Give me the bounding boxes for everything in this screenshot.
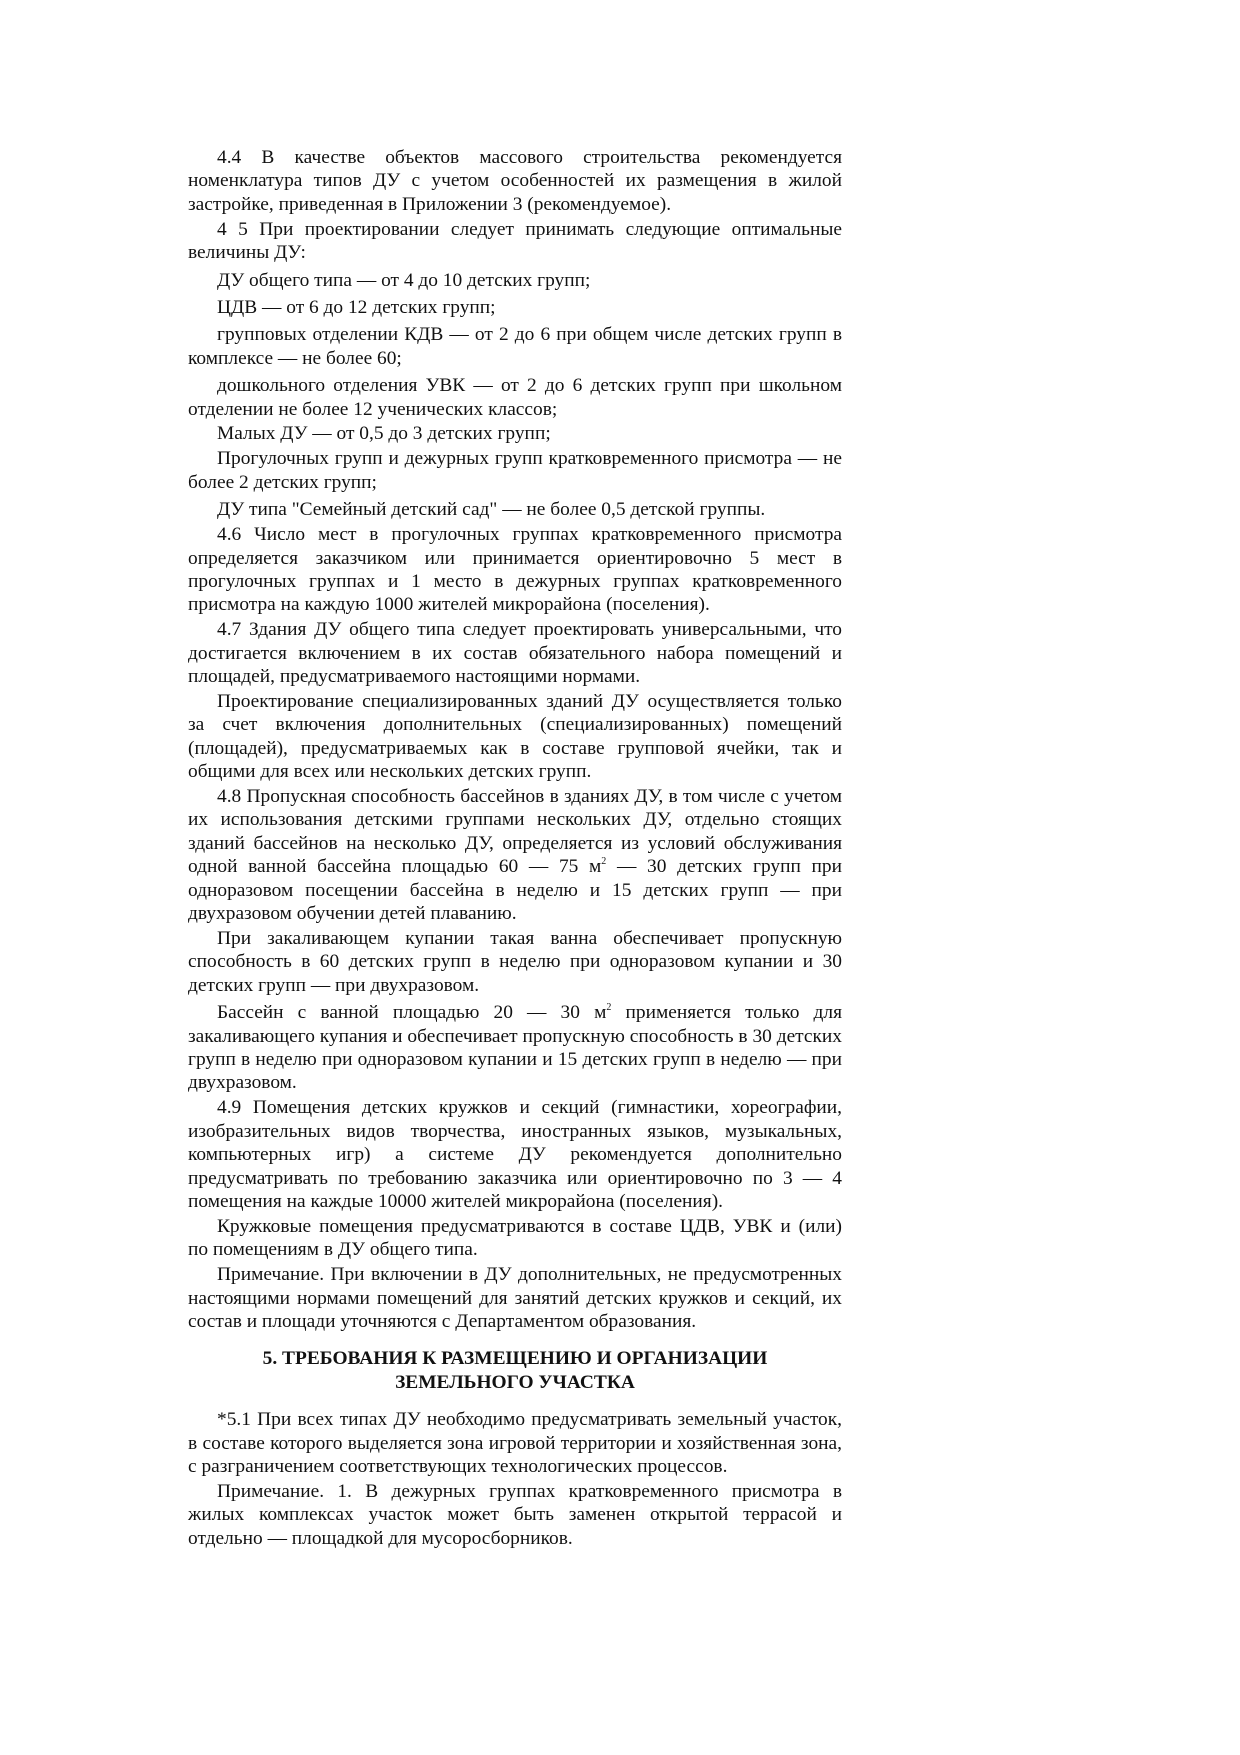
paragraph-4-9: 4.9 Помещения детских кружков и секций (гимнастики, хореографии, изобразительных видов творчества, иностранных языков, музыкальных, компьютерных игр) а системе ДУ рекомендуется дополнительно предусматривать по требованию заказчика или ориентировочно по 3 — 4 помещения на каждые 10000 жителей микрорайона (поселения). [188, 1097, 842, 1212]
paragraph-pool-text-a: Бассейн с ванной площадью 20 — 30 м [217, 1002, 607, 1024]
document-page [188, 146, 842, 1552]
list-item: групповых отделении КДВ — от 2 до 6 при общем числе детских групп в комплексе — не более 60; [188, 324, 842, 369]
paragraph-4-5: 4 5 При проектировании следует принимать следующие оптимальные величины ДУ: [188, 218, 842, 264]
paragraph-hardening-bathing: При закаливающем купании такая ванна обеспечивает пропускную способность в 60 детских групп в неделю при одноразовом купании и 30 детских групп — при двухразовом. [188, 928, 842, 996]
section-5-heading-line-1: 5. ТРЕБОВАНИЯ К РАЗМЕЩЕНИЮ И ОРГАНИЗАЦИИ [262, 1348, 768, 1370]
paragraph-5-1: *5.1 При всех типах ДУ необходимо предусматривать земельный участок, в составе которого выделяется зона игровой территории и хозяйственная зона, с разграничением соответствующих технологических процессов. [188, 1409, 842, 1478]
paragraph-club-rooms: Кружковые помещения предусматриваются в составе ЦДВ, УВК и (или) по помещениям в ДУ общего типа. [188, 1215, 842, 1261]
section-5-heading-line-2: ЗЕМЕЛЬНОГО УЧАСТКА [395, 1371, 635, 1393]
paragraph-4-8-text-a: 4.8 Пропускная способность бассейнов в зданиях ДУ, в том числе с учетом их использования детскими группами нескольких ДУ, отдельно стоящих зданий бассейнов на несколько ДУ, определяется из условий обслуживания одной ванной бассейна площадью 60 — 75 м [188, 786, 842, 878]
paragraph-note: Примечание. При включении в ДУ дополнительных, не предусмотренных настоящими нормами помещений для занятий детских кружков и секций, их состав и площади уточняются с Департаментом образования. [188, 1264, 842, 1332]
list-item: ДУ общего типа — от 4 до 10 детских групп; [217, 269, 591, 291]
paragraph-4-6: 4.6 Число мест в прогулочных группах кратковременного присмотра определяется заказчиком или принимается ориентировочно 5 мест в прогулочных группах и 1 место в дежурных группах кратковременного присмотра на каждую 1000 жителей микрорайона (поселения). [188, 524, 842, 616]
paragraph-4-8 [188, 785, 842, 925]
paragraph-specialized-buildings: Проектирование специализированных зданий ДУ осуществляется только за счет включения дополнительных (специализированных) помещений (площадей), предусматриваемых как в составе групповой ячейки, так и общими для всех или нескольких детских групп. [188, 690, 842, 783]
list-item: Прогулочных групп и дежурных групп кратковременного присмотра — не более 2 детских групп; [188, 448, 842, 493]
superscript-2: 2 [606, 1002, 612, 1014]
paragraph-pool-text-b: применяется только для закаливающего купания и обеспечивает пропускную способность в 30 детских групп в неделю при одноразовом купании и 15 детских групп в неделю — при двухразовом. [188, 1002, 842, 1094]
list-item: ЦДВ — от 6 до 12 детских групп; [217, 296, 496, 318]
paragraph-4-7: 4.7 Здания ДУ общего типа следует проектировать универсальными, что достигается включением в их состав обязательного набора помещений и площадей, предусматриваемого настоящими нормами. [188, 619, 842, 688]
paragraph-note-5-1: Примечание. 1. В дежурных группах кратковременного присмотра в жилых комплексах участок может быть заменен открытой террасой и отдельно — площадкой для мусоросборников. [188, 1480, 842, 1549]
paragraph-pool-20-30 [188, 1001, 842, 1095]
paragraph-4-4: 4.4 В качестве объектов массового строительства рекомендуется номенклатура типов ДУ с учетом особенностей их размещения в жилой застройке, приведенная в Приложении 3 (рекомендуемое). [188, 147, 842, 215]
section-5-heading [188, 1347, 842, 1394]
superscript-2: 2 [601, 856, 607, 868]
list-item: Малых ДУ — от 0,5 до 3 детских групп; [217, 423, 551, 445]
list-item: ДУ типа "Семейный детский сад" — не более 0,5 детской группы. [217, 499, 766, 521]
list-item: дошкольного отделения УВК — от 2 до 6 детских групп при школьном отделении не более 12 ученических классов; [188, 375, 842, 420]
paragraph-4-8-text-b: — 30 детских групп при одноразовом посещении бассейна в неделю и 15 детских групп — при двухразовом обучении детей плаванию. [188, 856, 843, 925]
